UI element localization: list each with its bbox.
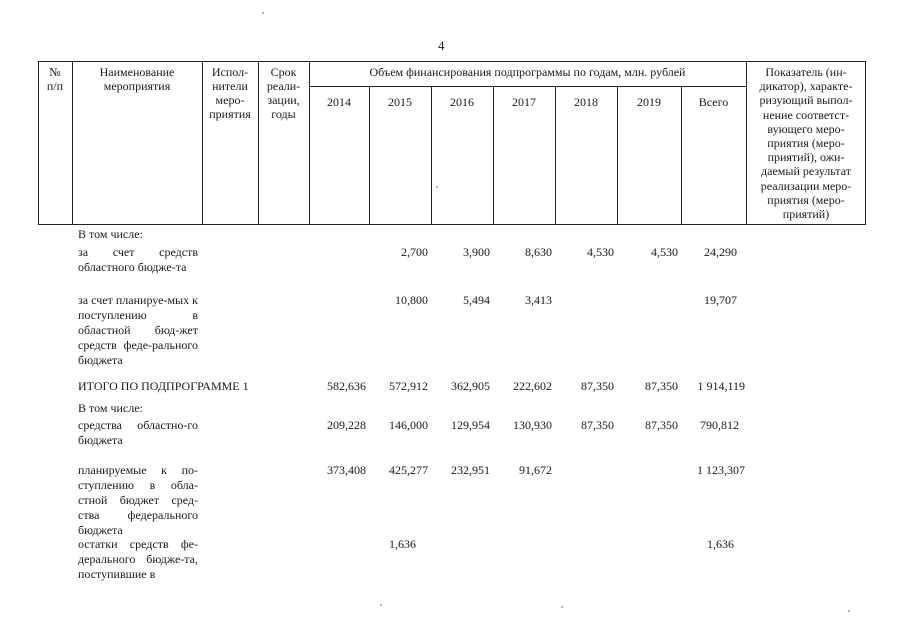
row-label: средства областно-го бюджета bbox=[78, 418, 198, 447]
value-2016: 129,954 bbox=[451, 418, 490, 432]
row-label: за счет средств областного бюдже-та bbox=[78, 245, 198, 274]
header-executors: Испол- нители меро- приятия bbox=[209, 65, 251, 121]
year-2015: 2015 bbox=[388, 95, 412, 109]
row-label: за счет планируе-мых к поступлению в областной бюд-жет средств феде-рального бюджета bbox=[78, 293, 198, 367]
value-2015: 572,912 bbox=[389, 379, 428, 393]
value-total: 19,707 bbox=[704, 293, 737, 307]
value-2016: 5,494 bbox=[463, 293, 490, 307]
value-2018: 87,350 bbox=[581, 418, 614, 432]
row-label: остатки средств фе-дерального бюдже-та, поступившие в bbox=[78, 537, 198, 581]
row-label: В том числе: bbox=[78, 401, 143, 415]
value-2019: 4,530 bbox=[651, 245, 678, 259]
value-total: 790,812 bbox=[700, 418, 739, 432]
value-2019: 87,350 bbox=[645, 379, 678, 393]
value-2017: 8,630 bbox=[525, 245, 552, 259]
header-name: Наименование мероприятия bbox=[99, 65, 175, 93]
header-financing: Объем финансирования подпрограммы по годам, млн. рублей bbox=[369, 65, 686, 79]
scan-speck bbox=[262, 12, 264, 14]
value-2014: 373,408 bbox=[327, 463, 366, 477]
value-2019: 87,350 bbox=[645, 418, 678, 432]
header-bottom-border bbox=[38, 224, 866, 225]
header-term: Срок реали- зации, годы bbox=[266, 65, 301, 121]
value-2018: 87,350 bbox=[581, 379, 614, 393]
scan-speck bbox=[561, 606, 563, 608]
value-2016: 362,905 bbox=[451, 379, 490, 393]
value-2015: 1,636 bbox=[389, 537, 416, 551]
value-total: 24,290 bbox=[704, 245, 737, 259]
scan-speck bbox=[848, 610, 850, 612]
value-total: 1 914,119 bbox=[697, 379, 745, 393]
header-top-border bbox=[38, 61, 866, 62]
table-header bbox=[38, 61, 866, 225]
value-2018: 4,530 bbox=[587, 245, 614, 259]
value-2014: 209,228 bbox=[327, 418, 366, 432]
scan-speck bbox=[380, 604, 382, 606]
value-2017: 3,413 bbox=[525, 293, 552, 307]
value-2014: 582,636 bbox=[327, 379, 366, 393]
value-2015: 146,000 bbox=[389, 418, 428, 432]
year-2018: 2018 bbox=[574, 95, 598, 109]
row-label: планируемые к по-ступлению в обла-стной бюджет сред-ства федерального бюджета bbox=[78, 463, 198, 537]
page-number: 4 bbox=[438, 38, 445, 53]
value-2015: 425,277 bbox=[389, 463, 428, 477]
year-2014: 2014 bbox=[327, 95, 351, 109]
year-2016: 2016 bbox=[450, 95, 474, 109]
year-2019: 2019 bbox=[637, 95, 661, 109]
value-2017: 91,672 bbox=[519, 463, 552, 477]
row-label: В том числе: bbox=[78, 227, 143, 241]
value-2017: 222,602 bbox=[513, 379, 552, 393]
header-num: № п/п bbox=[46, 65, 64, 93]
header-indicator: Показатель (ин- дикатор), характе- ризующий выпол- нение соответст- вующего меро- приятия (меро- приятий), ожи- даемый результат реализации меро- приятия (меро- приятий) bbox=[759, 65, 853, 222]
row-label: ИТОГО ПО ПОДПРОГРАММЕ 1 bbox=[78, 379, 249, 393]
year-total: Всего bbox=[698, 95, 729, 109]
year-2017: 2017 bbox=[512, 95, 536, 109]
value-total: 1,636 bbox=[707, 537, 734, 551]
value-total: 1 123,307 bbox=[697, 463, 745, 477]
value-2015: 2,700 bbox=[401, 245, 428, 259]
value-2016: 3,900 bbox=[463, 245, 490, 259]
value-2016: 232,951 bbox=[451, 463, 490, 477]
value-2015: 10,800 bbox=[395, 293, 428, 307]
value-2017: 130,930 bbox=[513, 418, 552, 432]
scan-speck bbox=[436, 186, 438, 188]
